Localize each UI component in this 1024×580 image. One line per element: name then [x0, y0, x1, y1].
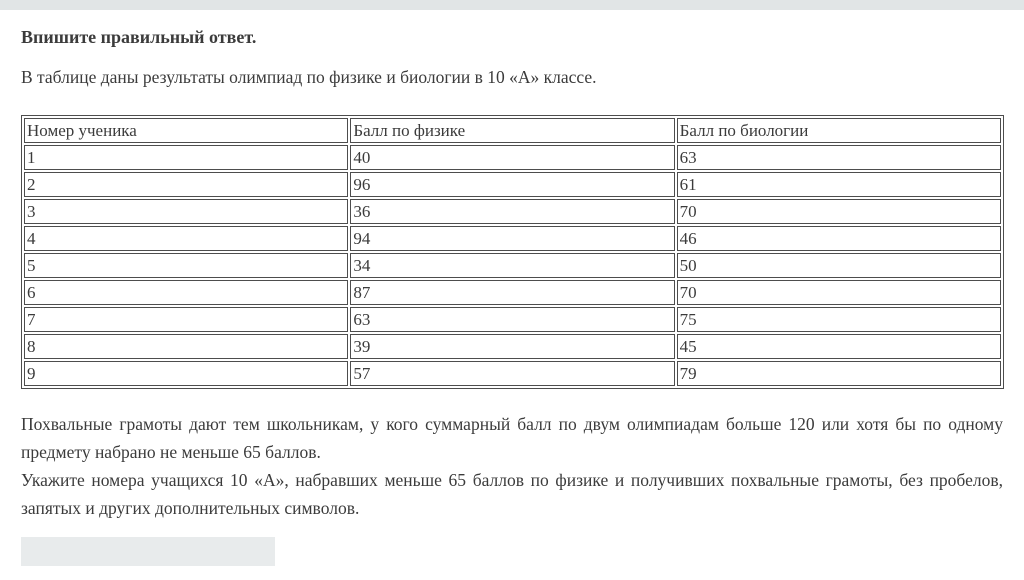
table-cell: 7 [24, 307, 348, 332]
prompt-title: Впишите правильный ответ. [21, 27, 257, 47]
condition-text: Похвальные грамоты дают тем школьникам, у кого суммарный балл по двум олимпиадам больше 120 или хотя бы по одному предмету набрано не меньше 65 баллов. [21, 414, 1003, 462]
answer-input[interactable] [21, 537, 275, 566]
table-row [24, 199, 1001, 224]
table-cell: 9 [24, 361, 348, 386]
table-cell: 40 [350, 145, 674, 170]
table-row [24, 334, 1001, 359]
table-header-biology: Балл по биологии [677, 118, 1001, 143]
table-cell: 5 [24, 253, 348, 278]
question-page [0, 27, 1024, 566]
table-cell: 34 [350, 253, 674, 278]
table-cell: 75 [677, 307, 1001, 332]
table-header-student: Номер ученика [24, 118, 348, 143]
table-cell: 46 [677, 226, 1001, 251]
table-cell: 79 [677, 361, 1001, 386]
table-cell: 94 [350, 226, 674, 251]
intro-text: В таблице даны результаты олимпиад по физике и биологии в 10 «А» классе. [21, 67, 597, 87]
table-row [24, 307, 1001, 332]
table-row [24, 172, 1001, 197]
table-cell: 36 [350, 199, 674, 224]
results-table [21, 115, 1004, 389]
results-table-body [24, 145, 1001, 386]
table-cell: 1 [24, 145, 348, 170]
table-cell: 61 [677, 172, 1001, 197]
question-text: Укажите номера учащихся 10 «А», набравших меньше 65 баллов по физике и получивших похвальные грамоты, без пробелов, запятых и других дополнительных символов. [21, 470, 1003, 518]
table-row [24, 253, 1001, 278]
table-cell: 57 [350, 361, 674, 386]
task-text-block [21, 410, 1003, 522]
table-cell: 3 [24, 199, 348, 224]
table-cell: 87 [350, 280, 674, 305]
table-row [24, 361, 1001, 386]
table-cell: 39 [350, 334, 674, 359]
top-bar [0, 0, 1024, 10]
table-cell: 8 [24, 334, 348, 359]
table-cell: 96 [350, 172, 674, 197]
table-cell: 45 [677, 334, 1001, 359]
table-cell: 63 [677, 145, 1001, 170]
table-header-physics: Балл по физике [350, 118, 674, 143]
table-header-row [24, 118, 1001, 143]
table-cell: 2 [24, 172, 348, 197]
table-cell: 4 [24, 226, 348, 251]
table-cell: 70 [677, 280, 1001, 305]
table-row [24, 145, 1001, 170]
table-cell: 63 [350, 307, 674, 332]
table-cell: 6 [24, 280, 348, 305]
table-cell: 50 [677, 253, 1001, 278]
table-cell: 70 [677, 199, 1001, 224]
table-row [24, 280, 1001, 305]
table-row [24, 226, 1001, 251]
